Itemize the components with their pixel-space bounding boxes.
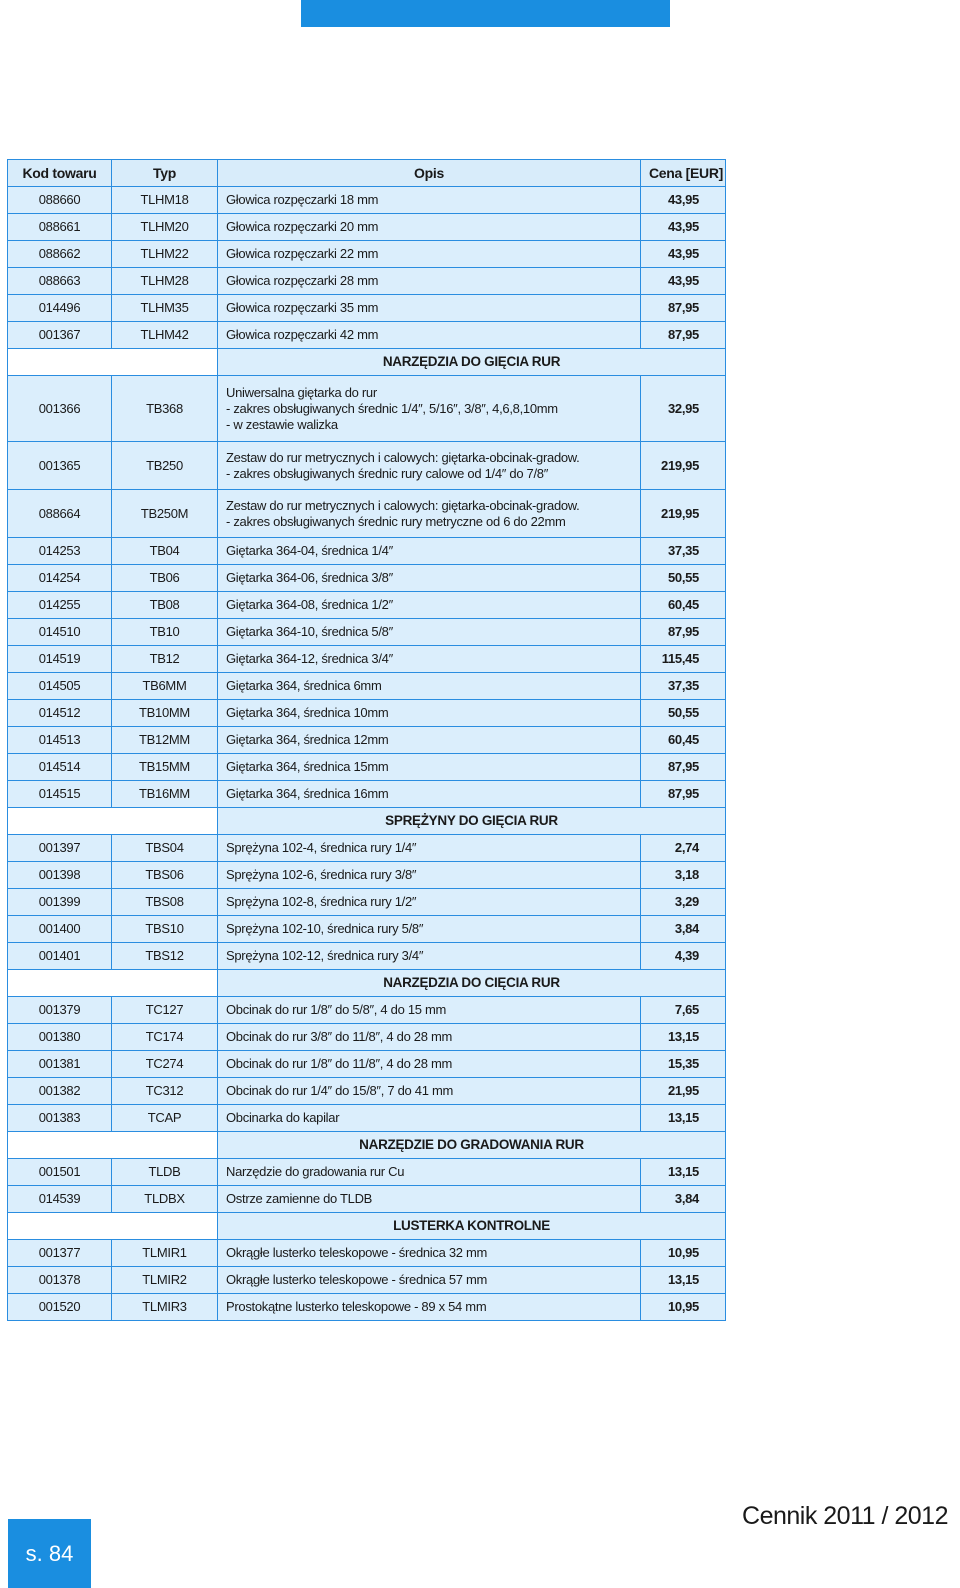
table-header-row <box>8 160 726 187</box>
cell-code: 001383 <box>8 1105 112 1132</box>
header-description: Opis <box>218 160 641 187</box>
cell-type: TLMIR2 <box>112 1267 218 1294</box>
price-table <box>7 159 726 1321</box>
cell-description: Giętarka 364, średnica 15mm <box>218 754 641 781</box>
section-row <box>8 349 726 376</box>
table-row <box>8 376 726 442</box>
table-row <box>8 1159 726 1186</box>
cell-description: Głowica rozpęczarki 22 mm <box>218 241 641 268</box>
cell-price: 219,95 <box>641 490 726 538</box>
cell-code: 088662 <box>8 241 112 268</box>
description-line: - w zestawie walizka <box>226 416 338 432</box>
cell-description: Giętarka 364, średnica 6mm <box>218 673 641 700</box>
table-row <box>8 916 726 943</box>
table-body <box>8 187 726 1321</box>
table-row <box>8 1294 726 1321</box>
cell-description: Głowica rozpęczarki 35 mm <box>218 295 641 322</box>
table-row <box>8 592 726 619</box>
cell-description: Głowica rozpęczarki 42 mm <box>218 322 641 349</box>
cell-price: 37,35 <box>641 673 726 700</box>
cell-code: 001398 <box>8 862 112 889</box>
cell-type: TLHM20 <box>112 214 218 241</box>
cell-description: Okrągłe lusterko teleskopowe - średnica 57 mm <box>218 1267 641 1294</box>
cell-type: TLHM35 <box>112 295 218 322</box>
cell-code: 001379 <box>8 997 112 1024</box>
section-title: NARZĘDZIA DO GIĘCIA RUR <box>218 349 726 376</box>
section-title: NARZĘDZIA DO CIĘCIA RUR <box>218 970 726 997</box>
table-row <box>8 835 726 862</box>
cell-price: 32,95 <box>641 376 726 442</box>
cell-description: Obcinak do rur 3/8″ do 11/8″, 4 do 28 mm <box>218 1024 641 1051</box>
cell-price: 21,95 <box>641 1078 726 1105</box>
cell-code: 014519 <box>8 646 112 673</box>
cell-price: 43,95 <box>641 214 726 241</box>
cell-price: 15,35 <box>641 1051 726 1078</box>
description-line: Zestaw do rur metrycznych i calowych: giętarka-obcinak-gradow. <box>226 449 580 465</box>
section-row <box>8 1132 726 1159</box>
table-row <box>8 889 726 916</box>
table-row <box>8 241 726 268</box>
header-price: Cena [EUR] <box>641 160 726 187</box>
cell-description: Obcinarka do kapilar <box>218 1105 641 1132</box>
table-row <box>8 538 726 565</box>
cell-description: Obcinak do rur 1/4″ do 15/8″, 7 do 41 mm <box>218 1078 641 1105</box>
section-title: NARZĘDZIE DO GRADOWANIA RUR <box>218 1132 726 1159</box>
cell-price: 7,65 <box>641 997 726 1024</box>
cell-price: 13,15 <box>641 1267 726 1294</box>
cell-description: Giętarka 364-04, średnica 1/4″ <box>218 538 641 565</box>
cell-code: 001378 <box>8 1267 112 1294</box>
cell-description: Obcinak do rur 1/8″ do 5/8″, 4 do 15 mm <box>218 997 641 1024</box>
cell-code: 001397 <box>8 835 112 862</box>
cell-type: TC127 <box>112 997 218 1024</box>
table-row <box>8 862 726 889</box>
cell-type: TB08 <box>112 592 218 619</box>
cell-code: 014496 <box>8 295 112 322</box>
cell-price: 43,95 <box>641 187 726 214</box>
cell-code: 014505 <box>8 673 112 700</box>
cell-type: TC174 <box>112 1024 218 1051</box>
table-row <box>8 490 726 538</box>
cell-code: 001367 <box>8 322 112 349</box>
cell-price: 10,95 <box>641 1294 726 1321</box>
cell-description <box>218 490 641 538</box>
cell-code: 001400 <box>8 916 112 943</box>
cell-price: 37,35 <box>641 538 726 565</box>
cell-description: Giętarka 364, średnica 10mm <box>218 700 641 727</box>
cell-type: TLHM42 <box>112 322 218 349</box>
header-type: Typ <box>112 160 218 187</box>
cell-type: TB16MM <box>112 781 218 808</box>
cell-type: TB10 <box>112 619 218 646</box>
cell-type: TCAP <box>112 1105 218 1132</box>
cell-description: Giętarka 364, średnica 12mm <box>218 727 641 754</box>
table-row <box>8 943 726 970</box>
cell-code: 014510 <box>8 619 112 646</box>
table-row <box>8 997 726 1024</box>
table-row <box>8 442 726 490</box>
description-line: - zakres obsługiwanych średnic 1/4″, 5/16″, 3/8″, 4,6,8,10mm <box>226 400 558 416</box>
table-row <box>8 646 726 673</box>
cell-type: TLDB <box>112 1159 218 1186</box>
cell-description: Głowica rozpęczarki 20 mm <box>218 214 641 241</box>
cell-price: 43,95 <box>641 268 726 295</box>
cell-price: 87,95 <box>641 295 726 322</box>
cell-code: 014514 <box>8 754 112 781</box>
section-spacer <box>8 1213 218 1240</box>
cell-type: TLHM28 <box>112 268 218 295</box>
cell-price: 87,95 <box>641 754 726 781</box>
section-row <box>8 970 726 997</box>
cell-code: 001377 <box>8 1240 112 1267</box>
cell-description: Ostrze zamienne do TLDB <box>218 1186 641 1213</box>
cell-description: Sprężyna 102-6, średnica rury 3/8″ <box>218 862 641 889</box>
cell-code: 001380 <box>8 1024 112 1051</box>
table-row <box>8 754 726 781</box>
table-row <box>8 619 726 646</box>
cell-type: TBS04 <box>112 835 218 862</box>
cell-description: Głowica rozpęczarki 28 mm <box>218 268 641 295</box>
cell-type: TB250 <box>112 442 218 490</box>
cell-type: TBS08 <box>112 889 218 916</box>
cell-code: 014255 <box>8 592 112 619</box>
cell-code: 001382 <box>8 1078 112 1105</box>
cell-type: TB6MM <box>112 673 218 700</box>
cell-type: TB368 <box>112 376 218 442</box>
cell-price: 87,95 <box>641 781 726 808</box>
cell-description: Okrągłe lusterko teleskopowe - średnica 32 mm <box>218 1240 641 1267</box>
cell-type: TB06 <box>112 565 218 592</box>
cell-price: 3,29 <box>641 889 726 916</box>
cell-type: TB12 <box>112 646 218 673</box>
cell-price: 13,15 <box>641 1105 726 1132</box>
cell-code: 001399 <box>8 889 112 916</box>
cell-code: 088660 <box>8 187 112 214</box>
cell-code: 088664 <box>8 490 112 538</box>
table-row <box>8 268 726 295</box>
cell-price: 60,45 <box>641 727 726 754</box>
cell-description: Giętarka 364-08, średnica 1/2″ <box>218 592 641 619</box>
cell-type: TB12MM <box>112 727 218 754</box>
cell-price: 13,15 <box>641 1024 726 1051</box>
cell-type: TLHM22 <box>112 241 218 268</box>
cell-description: Giętarka 364-06, średnica 3/8″ <box>218 565 641 592</box>
cell-price: 219,95 <box>641 442 726 490</box>
section-title: LUSTERKA KONTROLNE <box>218 1213 726 1240</box>
cell-price: 3,18 <box>641 862 726 889</box>
table-row <box>8 1105 726 1132</box>
cell-price: 43,95 <box>641 241 726 268</box>
cell-price: 50,55 <box>641 700 726 727</box>
cell-code: 014539 <box>8 1186 112 1213</box>
cell-code: 001365 <box>8 442 112 490</box>
cell-type: TLHM18 <box>112 187 218 214</box>
section-row <box>8 1213 726 1240</box>
cell-price: 87,95 <box>641 322 726 349</box>
table-row <box>8 322 726 349</box>
cell-code: 001381 <box>8 1051 112 1078</box>
cell-type: TB10MM <box>112 700 218 727</box>
cell-price: 3,84 <box>641 916 726 943</box>
cell-code: 014254 <box>8 565 112 592</box>
cell-type: TC274 <box>112 1051 218 1078</box>
table-row <box>8 1024 726 1051</box>
cell-code: 014253 <box>8 538 112 565</box>
cell-description: Obcinak do rur 1/8″ do 11/8″, 4 do 28 mm <box>218 1051 641 1078</box>
description-line: Uniwersalna giętarka do rur <box>226 384 377 400</box>
cell-code: 001501 <box>8 1159 112 1186</box>
cell-description: Giętarka 364-12, średnica 3/4″ <box>218 646 641 673</box>
table-row <box>8 1051 726 1078</box>
cell-price: 13,15 <box>641 1159 726 1186</box>
cell-description <box>218 442 641 490</box>
cell-description: Sprężyna 102-12, średnica rury 3/4″ <box>218 943 641 970</box>
cell-type: TBS06 <box>112 862 218 889</box>
cell-description <box>218 376 641 442</box>
description-line: - zakres obsługiwanych średnic rury metryczne od 6 do 22mm <box>226 513 566 529</box>
cell-code: 001520 <box>8 1294 112 1321</box>
cell-price: 10,95 <box>641 1240 726 1267</box>
cell-type: TB250M <box>112 490 218 538</box>
cell-type: TC312 <box>112 1078 218 1105</box>
cell-type: TLDBX <box>112 1186 218 1213</box>
table-row <box>8 727 726 754</box>
table-row <box>8 1240 726 1267</box>
cell-code: 001366 <box>8 376 112 442</box>
footer-title: Cennik 2011 / 2012 <box>742 1502 948 1530</box>
cell-type: TLMIR1 <box>112 1240 218 1267</box>
header-code: Kod towaru <box>8 160 112 187</box>
page-number-badge: s. 84 <box>8 1519 91 1588</box>
cell-price: 3,84 <box>641 1186 726 1213</box>
section-row <box>8 808 726 835</box>
cell-price: 50,55 <box>641 565 726 592</box>
section-title: SPRĘŻYNY DO GIĘCIA RUR <box>218 808 726 835</box>
table-row <box>8 1078 726 1105</box>
table-row <box>8 214 726 241</box>
table-row <box>8 700 726 727</box>
cell-code: 014515 <box>8 781 112 808</box>
cell-type: TBS12 <box>112 943 218 970</box>
table-row <box>8 1186 726 1213</box>
cell-price: 4,39 <box>641 943 726 970</box>
table-row <box>8 565 726 592</box>
cell-code: 088663 <box>8 268 112 295</box>
table-row <box>8 1267 726 1294</box>
section-spacer <box>8 808 218 835</box>
section-spacer <box>8 1132 218 1159</box>
cell-description: Sprężyna 102-10, średnica rury 5/8″ <box>218 916 641 943</box>
cell-code: 001401 <box>8 943 112 970</box>
cell-description: Narzędzie do gradowania rur Cu <box>218 1159 641 1186</box>
cell-description: Sprężyna 102-8, średnica rury 1/2″ <box>218 889 641 916</box>
description-line: Zestaw do rur metrycznych i calowych: giętarka-obcinak-gradow. <box>226 497 580 513</box>
cell-description: Głowica rozpęczarki 18 mm <box>218 187 641 214</box>
table-row <box>8 187 726 214</box>
cell-type: TBS10 <box>112 916 218 943</box>
cell-description: Giętarka 364-10, średnica 5/8″ <box>218 619 641 646</box>
cell-description: Sprężyna 102-4, średnica rury 1/4″ <box>218 835 641 862</box>
cell-code: 088661 <box>8 214 112 241</box>
description-line: - zakres obsługiwanych średnic rury calowe od 1/4″ do 7/8″ <box>226 465 549 481</box>
top-accent-bar <box>301 0 670 27</box>
table-row <box>8 673 726 700</box>
cell-price: 115,45 <box>641 646 726 673</box>
cell-price: 2,74 <box>641 835 726 862</box>
cell-type: TB15MM <box>112 754 218 781</box>
cell-type: TB04 <box>112 538 218 565</box>
cell-code: 014513 <box>8 727 112 754</box>
table-row <box>8 295 726 322</box>
cell-description: Prostokątne lusterko teleskopowe - 89 x 54 mm <box>218 1294 641 1321</box>
cell-type: TLMIR3 <box>112 1294 218 1321</box>
section-spacer <box>8 349 218 376</box>
cell-description: Giętarka 364, średnica 16mm <box>218 781 641 808</box>
cell-price: 87,95 <box>641 619 726 646</box>
section-spacer <box>8 970 218 997</box>
cell-code: 014512 <box>8 700 112 727</box>
table-row <box>8 781 726 808</box>
cell-price: 60,45 <box>641 592 726 619</box>
